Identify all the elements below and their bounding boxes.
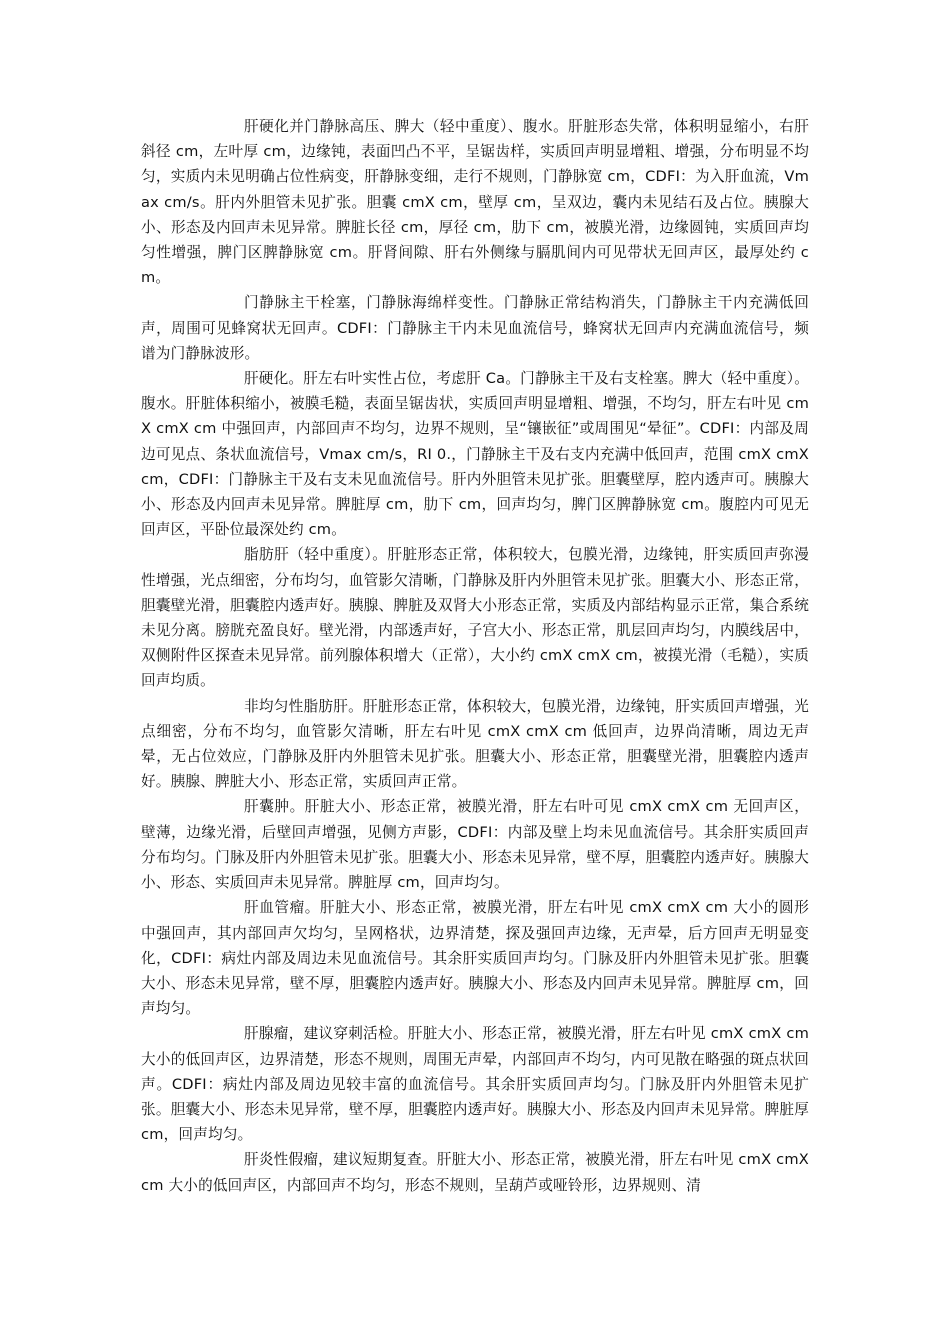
paragraph-fatty-liver: 脂肪肝（轻中重度）。肝脏形态正常，体积较大，包膜光滑，边缘钝，肝实质回声弥漫性增强，光点细密，分布均匀，血管影欠清晰，门静脉及肝内外胆管未见扩张。胆囊大小、形态正常，胆囊壁光滑，胆囊腔内透声好。胰腺、脾脏及双肾大小形态正常，实质及内部结构显示正常，集合系统未见分离。膀胱充盈良好。壁光滑，内部透声好，子宫大小、形态正常，肌层回声均匀，内膜线居中，双侧附件区探查未见异常。前列腺体积增大（正常），大小约 cmX cmX cm，被摸光滑（毛糙），实质回声均质。: [141, 546, 809, 690]
paragraph-cirrhosis-liver-mass: 肝硬化。肝左右叶实性占位，考虑肝 Ca。门静脉主干及右支栓塞。脾大（轻中重度）。腹水。肝脏体积缩小，被膜毛糙，表面呈锯齿状，实质回声明显增粗、增强，不均匀，肝左右叶见 cmX cmX cm 中强回声，内部回声不均匀，边界不规则，呈“镶嵌征”或周围见“晕征”。CDFI：内部及周边可见点、条状血流信号，Vmax cm/s，RI 0.，门静脉主干及右支内充满中低回声，范围 cmX cmX cm，CDFI：门静脉主干及右支未见血流信号。肝内外胆管未见扩张。胆囊壁厚，腔内透声可。胰腺大小、形态及内回声未见异常。脾脏厚 cm，肋下 cm，回声均匀，脾门区脾静脉宽 cm。腹腔内可见无回声区，平卧位最深处约 cm。: [141, 370, 809, 539]
paragraph-inflammatory-pseudotumor: 肝炎性假瘤，建议短期复查。肝脏大小、形态正常，被膜光滑，肝左右叶见 cmX cmX cm 大小的低回声区，内部回声不均匀，形态不规则，呈葫芦或哑铃形，边界规则、清: [141, 1151, 809, 1194]
paragraph-liver-cyst: 肝囊肿。肝脏大小、形态正常，被膜光滑，肝左右叶可见 cmX cmX cm 无回声区，壁薄，边缘光滑，后壁回声增强，见侧方声影，CDFI：内部及壁上均未见血流信号。其余肝实质回声分布均匀。门脉及肝内外胆管未见扩张。胆囊大小、形态未见异常，壁不厚，胆囊腔内透声好。胰腺大小、形态、实质回声未见异常。脾脏厚 cm，回声均匀。: [141, 798, 809, 892]
paragraph-liver-adenoma: 肝腺瘤，建议穿刺活检。肝脏大小、形态正常，被膜光滑，肝左右叶见 cmX cmX cm 大小的低回声区，边界清楚，形态不规则，周围无声晕，内部回声不均匀，内可见散在略强的斑点状回声。CDFI：病灶内部及周边见较丰富的血流信号。其余肝实质回声均匀。门脉及肝内外胆管未见扩张。胆囊大小、形态未见异常，壁不厚，胆囊腔内透声好。胰腺大小、形态及内回声未见异常。脾脏厚 cm，回声均匀。: [141, 1025, 809, 1144]
paragraph-liver-hemangioma: 肝血管瘤。肝脏大小、形态正常，被膜光滑，肝左右叶见 cmX cmX cm 大小的圆形中强回声，其内部回声欠均匀，呈网格状，边界清楚，探及强回声边缘，无声晕，后方回声无明显变化，CDFI：病灶内部及周边未见血流信号。其余肝实质回声均匀。门脉及肝内外胆管未见扩张。胆囊大小、形态未见异常，壁不厚，胆囊腔内透声好。胰腺大小、形态及内回声未见异常。脾脏厚 cm，回声均匀。: [141, 899, 809, 1018]
paragraph-portal-vein-thrombosis: 门静脉主干栓塞，门静脉海绵样变性。门静脉正常结构消失，门静脉主干内充满低回声，周围可见蜂窝状无回声。CDFI：门静脉主干内未见血流信号，蜂窝状无回声内充满血流信号，频谱为门静脉波形。: [141, 294, 809, 362]
paragraph-nonuniform-fatty-liver: 非均匀性脂肪肝。肝脏形态正常，体积较大，包膜光滑，边缘钝，肝实质回声增强，光点细密，分布不均匀，血管影欠清晰，肝左右叶见 cmX cmX cm 低回声，边界尚清晰，周边无声晕，无占位效应，门静脉及肝内外胆管未见扩张。胆囊大小、形态正常，胆囊壁光滑，胆囊腔内透声好。胰腺、脾脏大小、形态正常，实质回声正常。: [141, 697, 809, 791]
document-body: [141, 114, 809, 1198]
paragraph-cirrhosis-portal-hypertension: 肝硬化并门静脉高压、脾大（轻中重度）、腹水。肝脏形态失常，体积明显缩小，右肝斜径 cm，左叶厚 cm，边缘钝，表面凹凸不平，呈锯齿样，实质回声明显增粗、增强，分布明显不均匀，实质内未见明确占位性病变，肝静脉变细，走行不规则，门静脉宽 cm，CDFI：为入肝血流，Vmax cm/s。肝内外胆管未见扩张。胆囊 cmX cm，壁厚 cm，呈双边，囊内未见结石及占位。胰腺大小、形态及内回声未见异常。脾脏长径 cm，厚径 cm，肋下 cm，被膜光滑，边缘圆钝，实质回声均匀性增强，脾门区脾静脉宽 cm。肝肾间隙、肝右外侧缘与膈肌间内可见带状无回声区，最厚处约 cm。: [141, 118, 809, 287]
